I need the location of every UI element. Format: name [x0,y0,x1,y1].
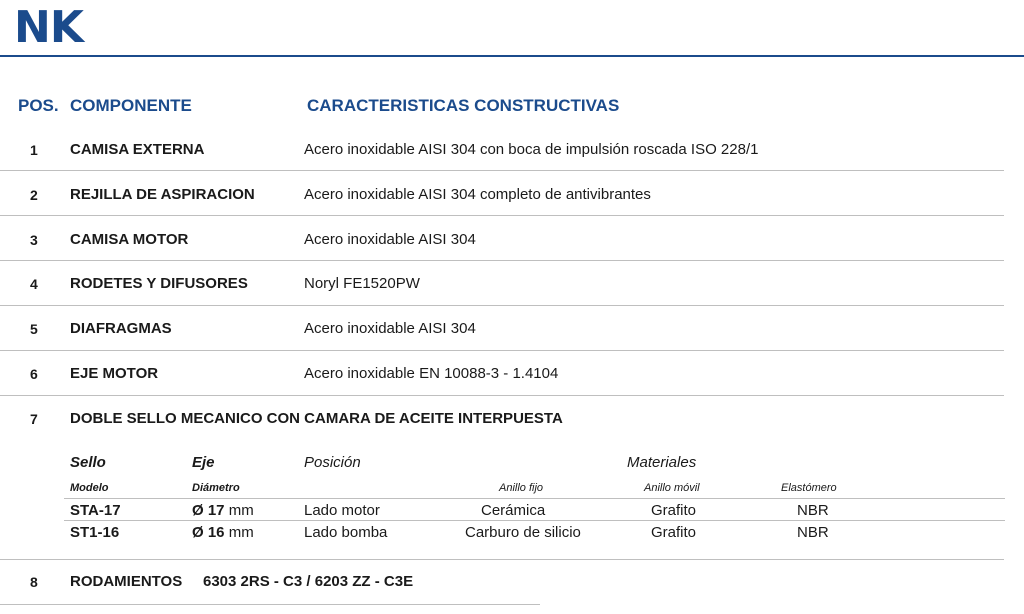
seal-position: Lado motor [304,502,380,519]
table-row [0,138,1024,182]
seal-fixed-ring: Cerámica [481,502,546,519]
row-component: DOBLE SELLO MECANICO CON CAMARA DE ACEITE INTERPUESTA [70,410,563,427]
seal-header-posicion: Posición [304,454,361,471]
seal-subheader-anillo-fijo: Anillo fijo [499,482,544,494]
row-description: Acero inoxidable AISI 304 con boca de impulsión roscada ISO 228/1 [304,141,759,158]
header-caracteristicas: CARACTERISTICAS CONSTRUCTIVAS [307,96,620,115]
seal-position: Lado bomba [304,524,388,541]
table-row [0,228,1024,272]
seal-model: STA-17 [70,502,121,519]
seal-subheader-anillo-movil: Anillo móvil [644,482,700,494]
row-divider [0,395,1004,396]
row-divider [0,604,540,605]
table-row [0,317,1024,361]
seal-diameter: Ø 17 mm [192,502,254,519]
table-row [0,272,1024,316]
row-number: 1 [30,142,38,158]
seal-diameter: Ø 16 mm [192,524,254,541]
seal-row-divider [64,520,1005,521]
row-component: CAMISA MOTOR [70,231,189,248]
row-divider [0,215,1004,216]
row-number: 3 [30,232,38,248]
row-number: 7 [30,411,38,427]
seal-header-eje: Eje [192,454,215,471]
row-number: 4 [30,276,38,292]
seal-elastomer: NBR [797,502,829,519]
row-component: RODETES Y DIFUSORES [70,275,248,292]
seal-header-divider [64,498,1005,499]
table-row [0,183,1024,227]
row-number: 8 [30,574,38,590]
row-detail: 6303 2RS - C3 / 6203 ZZ - C3E [203,573,414,590]
row-component: EJE MOTOR [70,365,159,382]
seal-moving-ring: Grafito [651,524,697,541]
seal-subheader-elastomero: Elastómero [781,482,837,494]
header-pos: POS. [18,96,59,115]
seal-header-materiales: Materiales [627,454,697,471]
seal-subheader-diametro: Diámetro [192,482,240,494]
row-component: CAMISA EXTERNA [70,141,205,158]
row-divider [0,559,1004,560]
row-description: Acero inoxidable AISI 304 [304,320,476,337]
row-component: REJILLA DE ASPIRACION [70,186,255,203]
table-row [0,407,1024,451]
seal-elastomer: NBR [797,524,829,541]
row-divider [0,170,1004,171]
row-divider [0,350,1004,351]
table-row [0,570,1024,614]
header-componente: COMPONENTE [70,96,192,115]
row-number: 2 [30,187,38,203]
seal-moving-ring: Grafito [651,502,697,519]
row-number: 5 [30,321,38,337]
seal-fixed-ring: Carburo de silicio [465,524,581,541]
row-divider [0,260,1004,261]
seal-header-sello: Sello [70,454,106,471]
row-description: Acero inoxidable AISI 304 [304,231,476,248]
row-description: Acero inoxidable AISI 304 completo de antivibrantes [304,186,651,203]
seal-model: ST1-16 [70,524,120,541]
row-number: 6 [30,366,38,382]
row-description: Acero inoxidable EN 10088-3 - 1.4104 [304,365,559,382]
row-divider [0,305,1004,306]
table-row [0,362,1024,406]
title-divider [0,55,1024,57]
row-description: Noryl FE1520PW [304,275,420,292]
row-component: RODAMIENTOS [70,573,183,590]
page-title: NK [14,2,83,53]
seal-subheader-modelo: Modelo [70,482,109,494]
row-component: DIAFRAGMAS [70,320,172,337]
